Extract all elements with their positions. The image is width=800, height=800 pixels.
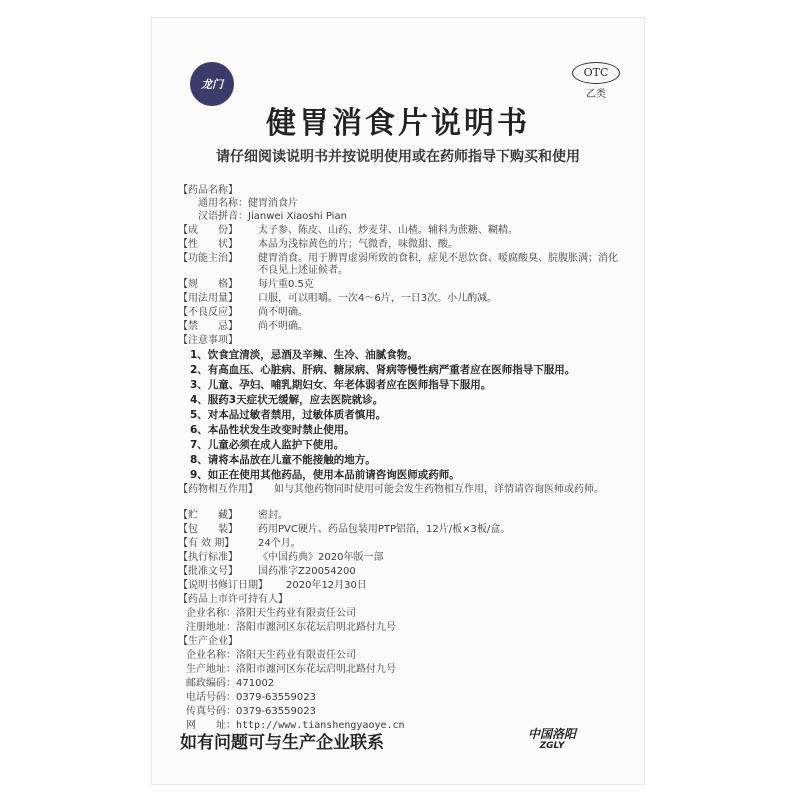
holder-addr-value: 洛阳市瀍河区东花坛启明北路付九号	[236, 622, 396, 633]
precaution-item: 4、服药3天症状无缓解，应去医院就诊。	[190, 394, 384, 406]
revision-value: 2020年12月30日	[286, 580, 367, 591]
indication-value: 健胃消食。用于脾胃虚弱所致的食积，症见不思饮食、嗳腐酸臭、脘腹胀满；消化不良见上述证候者。	[258, 253, 618, 276]
tel-label: 电话号码：	[186, 692, 236, 703]
precaution-item: 1、饮食宜清淡，忌酒及辛辣、生冷、油腻食物。	[190, 349, 418, 361]
precaution-item: 3、儿童、孕妇、哺乳期妇女、年老体弱者应在医师指导下服用。	[190, 379, 492, 391]
brand-cn: 中国洛阳	[527, 727, 576, 741]
usage-label: 【用法用量】	[178, 293, 238, 304]
precaution-item: 9、如正在使用其他药品，使用本品前请咨询医师或药师。	[190, 469, 460, 481]
appearance-label: 【性 状】	[178, 239, 238, 250]
adverse-label: 【不良反应】	[178, 307, 238, 318]
precaution-item: 6、本品性状发生改变时禁止使用。	[190, 424, 355, 436]
fax-value: 0379-63559023	[236, 706, 316, 717]
spec-value: 每片重0.5克	[258, 279, 314, 290]
spec-label: 【规 格】	[178, 279, 238, 290]
contact-note: 如有问题可与生产企业联系	[180, 733, 384, 753]
zip-value: 471002	[236, 678, 275, 689]
precaution-item: 5、对本品过敏者禁用，过敏体质者慎用。	[190, 409, 387, 421]
holder-addr-label: 注册地址：	[186, 622, 236, 633]
precaution-item: 2、有高血压、心脏病、肝病、糖尿病、肾病等慢性病严重者应在医师指导下服用。	[190, 364, 576, 376]
holder-name-value: 洛阳天生药业有限责任公司	[236, 608, 356, 619]
logo-text: 龙门	[201, 78, 223, 91]
otc-mark	[572, 62, 620, 100]
content-body	[178, 185, 618, 734]
storage-value: 密封。	[258, 510, 288, 521]
validity-label: 【有 效 期】	[178, 538, 235, 549]
brand-en: ZGLY	[539, 741, 565, 751]
interaction-label: 【药物相互作用】	[178, 484, 258, 495]
standard-value: 《中国药典》2020年版一部	[258, 552, 384, 563]
storage-label: 【贮 藏】	[178, 510, 238, 521]
indication-label: 【功能主治】	[178, 253, 238, 264]
document-title: 健胃消食片说明书	[266, 106, 530, 141]
precautions-label: 【注意事项】	[178, 335, 238, 346]
drug-name-header: 【药品名称】	[178, 185, 238, 196]
web-label: 网 址：	[186, 720, 236, 731]
ingredients-label: 【成 份】	[178, 225, 238, 236]
precaution-item: 8、请将本品放在儿童不能接触的地方。	[190, 454, 376, 466]
generic-value: 健胃消食片	[248, 198, 298, 209]
web-value: http://www.tianshengyaoye.cn	[236, 720, 405, 731]
holder-name-label: 企业名称：	[186, 608, 236, 619]
approval-label: 【批准文号】	[178, 566, 238, 577]
package-value: 药用PVC硬片、药品包装用PTP铝箔，12片/板×3板/盒。	[258, 524, 511, 535]
ingredients-value: 太子参、陈皮、山药、炒麦芽、山楂。辅料为蔗糖、糊精。	[258, 225, 518, 236]
maker-name-label: 企业名称：	[186, 650, 236, 661]
document-subtitle: 请仔细阅读说明书并按说明使用或在药师指导下购买和使用	[216, 149, 580, 165]
generic-label: 通用名称：	[198, 198, 248, 209]
revision-label: 【说明书修订日期】	[178, 580, 268, 591]
adverse-value: 尚不明确。	[258, 307, 308, 318]
standard-label: 【执行标准】	[178, 552, 238, 563]
maker-name-value: 洛阳天生药业有限责任公司	[236, 650, 356, 661]
package-label: 【包 装】	[178, 524, 238, 535]
instruction-sheet	[152, 18, 644, 784]
otc-badge: OTC	[572, 62, 620, 84]
contra-label: 【禁 忌】	[178, 321, 238, 332]
precaution-item: 7、儿童必须在成人监护下使用。	[190, 439, 345, 451]
usage-value: 口服，可以咀嚼。一次4～6片，一日3次。小儿酌减。	[258, 293, 498, 304]
maker-addr-value: 洛阳市瀍河区东花坛启明北路付九号	[236, 664, 396, 675]
holder-label: 【药品上市许可持有人】	[178, 594, 288, 605]
appearance-value: 本品为浅棕黄色的片；气微香，味微甜、酸。	[258, 239, 458, 250]
maker-addr-label: 生产地址：	[186, 664, 236, 675]
interaction-value: 如与其他药物同时使用可能会发生药物相互作用，详情请咨询医师或药师。	[274, 484, 604, 495]
brand-mark	[512, 728, 592, 752]
maker-label: 【生产企业】	[178, 636, 238, 647]
fax-label: 传真号码：	[186, 706, 236, 717]
pinyin-value: Jianwei Xiaoshi Pian	[248, 211, 347, 222]
otc-class: 乙类	[586, 89, 606, 100]
pinyin-label: 汉语拼音：	[198, 211, 248, 222]
tel-value: 0379-63559023	[236, 692, 316, 703]
contra-value: 尚不明确。	[258, 321, 308, 332]
validity-value: 24个月。	[258, 538, 301, 549]
zip-label: 邮政编码：	[186, 678, 236, 689]
approval-value: 国药准字Z20054200	[258, 566, 356, 577]
